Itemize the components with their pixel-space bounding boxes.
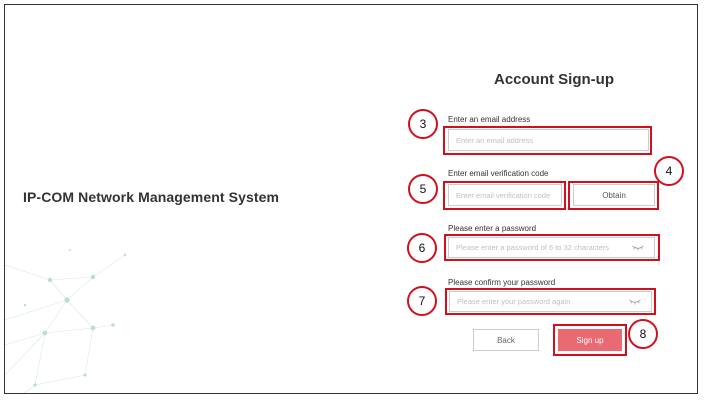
network-decoration — [5, 225, 155, 394]
verification-code-label: Enter email verification code — [448, 169, 549, 178]
annotation-box-confirm — [445, 288, 656, 315]
obtain-button[interactable]: Obtain — [573, 184, 655, 206]
back-button[interactable]: Back — [473, 329, 539, 351]
callout-6: 6 — [407, 233, 437, 263]
system-title: IP-COM Network Management System — [23, 189, 280, 205]
sign-up-button[interactable]: Sign up — [558, 329, 622, 351]
callout-3: 3 — [408, 109, 438, 139]
callout-7: 7 — [407, 286, 437, 316]
callout-8: 8 — [628, 319, 658, 349]
annotation-box-signup — [553, 324, 627, 356]
annotation-box-obtain — [568, 181, 659, 210]
callout-4: 4 — [654, 156, 684, 186]
email-label: Enter an email address — [448, 115, 531, 124]
annotation-box-code — [443, 181, 566, 210]
form-title: Account Sign-up — [494, 71, 614, 88]
password-label: Please enter a password — [448, 224, 537, 233]
annotation-box-email — [443, 126, 652, 155]
confirm-password-label: Please confirm your password — [448, 278, 556, 287]
callout-5: 5 — [408, 174, 438, 204]
annotation-box-password — [444, 234, 660, 261]
